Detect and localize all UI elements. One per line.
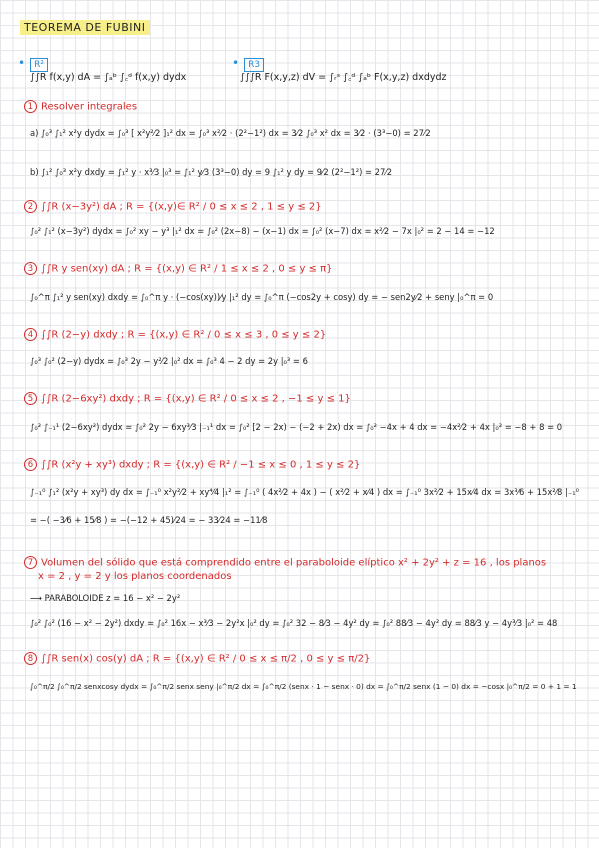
section-number-badge: 3 (24, 262, 37, 275)
r3-bullet: • (232, 56, 240, 70)
section-4-heading (24, 328, 326, 341)
r3-tag: R3 (244, 58, 264, 72)
page-title: TEOREMA DE FUBINI (20, 20, 150, 35)
section-8-heading (24, 652, 370, 665)
section-1-line-a: a) ∫₀³ ∫₁² x²y dydx = ∫₀³ [ x²y²⁄2 ]₁² dx = ∫₀³ x²⁄2 · (2²−1²) dx = 3⁄2 ∫₀³ x² dx = 3⁄2 · (3³−0) = 27⁄2 (30, 128, 431, 138)
section-8-line: ∫₀^π/2 ∫₀^π/2 senxcosy dydx = ∫₀^π/2 senx seny |₀^π/2 dx = ∫₀^π/2 (senx · 1 − senx · 0) dx = ∫₀^π/2 senx (1 − 0) dx = −cosx |₀^π/2 = 0 + 1 = 1 (30, 682, 577, 691)
r2-bullet: • (18, 56, 26, 70)
section-3-line: ∫₀^π ∫₁² y sen(xy) dxdy = ∫₀^π y · (−cos(xy))⁄y |₁² dy = ∫₀^π (−cos2y + cosy) dy = − sen2y⁄2 + seny |₀^π = 0 (30, 292, 494, 302)
section-heading-text: ∫∫R (2−y) dxdy ; R = {(x,y) ∈ R² / 0 ≤ x ≤ 3 , 0 ≤ y ≤ 2} (41, 329, 327, 341)
section-3-heading (24, 262, 332, 275)
r2-formula: ∫∫R f(x,y) dA = ∫ₐᵇ ∫꜀ᵈ f(x,y) dydx (30, 72, 187, 83)
section-1-heading (24, 100, 137, 113)
section-number-badge: 4 (24, 328, 37, 341)
section-number-badge: 2 (24, 200, 37, 213)
section-2-heading (24, 200, 322, 213)
section-7-heading-continued: x = 2 , y = 2 y los planos coordenados (38, 571, 232, 582)
section-number-badge: 5 (24, 392, 37, 405)
section-6-heading (24, 458, 360, 471)
section-number-badge: 7 (24, 556, 37, 569)
section-number-badge: 6 (24, 458, 37, 471)
section-5-line: ∫₀² ∫₋₁¹ (2−6xy²) dydx = ∫₀² 2y − 6xy³⁄3 |₋₁¹ dx = ∫₀² [2 − 2x) − (−2 + 2x) dx = ∫₀² −4x + 4 dx = −4x²⁄2 + 4x |₀² = −8 + 8 = 0 (30, 422, 563, 432)
section-heading-text: ∫∫R sen(x) cos(y) dA ; R = {(x,y) ∈ R² / 0 ≤ x ≤ π/2 , 0 ≤ y ≤ π/2} (41, 653, 371, 665)
section-7-paraboloid-line: ⟶ PARABOLOIDE z = 16 − x² − 2y² (30, 593, 181, 603)
section-heading-text: ∫∫R y sen(xy) dA ; R = {(x,y) ∈ R² / 1 ≤ x ≤ 2 , 0 ≤ y ≤ π} (41, 263, 333, 275)
r3-definition (232, 52, 264, 72)
section-number-badge: 1 (24, 100, 37, 113)
section-number-badge: 8 (24, 652, 37, 665)
section-heading-text: Resolver integrales (41, 101, 138, 113)
section-heading-text: ∫∫R (x−3y²) dA ; R = {(x,y)∈ R² / 0 ≤ x ≤ 2 , 1 ≤ y ≤ 2} (41, 201, 322, 213)
section-6-line-1: ∫₋₁⁰ ∫₁² (x²y + xy³) dy dx = ∫₋₁⁰ x²y²⁄2 + xy⁴⁄4 |₁² = ∫₋₁⁰ ( 4x²⁄2 + 4x ) − ( x²⁄2 + x⁄4 ) dx = ∫₋₁⁰ 3x²⁄2 + 15x⁄4 dx = 3x³⁄6 + 15x²⁄8 |₋₁⁰ (30, 487, 579, 497)
section-5-heading (24, 392, 351, 405)
section-7-heading (24, 556, 546, 569)
section-heading-text: ∫∫R (x²y + xy³) dxdy ; R = {(x,y) ∈ R² / −1 ≤ x ≤ 0 , 1 ≤ y ≤ 2} (41, 459, 361, 471)
section-heading-text: ∫∫R (2−6xy²) dxdy ; R = {(x,y) ∈ R² / 0 ≤ x ≤ 2 , −1 ≤ y ≤ 1} (41, 393, 351, 405)
section-heading-text: Volumen del sólido que está comprendido entre el paraboloide elíptico x² + 2y² + z = 16 , los planos (41, 557, 547, 569)
r2-definition (18, 52, 48, 72)
section-4-line: ∫₀³ ∫₀² (2−y) dydx = ∫₀³ 2y − y²⁄2 |₀² dx = ∫₀³ 4 − 2 dy = 2y |₀³ = 6 (30, 356, 308, 366)
section-1-line-b: b) ∫₁² ∫₀³ x²y dxdy = ∫₁² y · x³⁄3 |₀³ = ∫₁² y⁄3 (3³−0) dy = 9 ∫₁² y dy = 9⁄2 (2²−1²) = 27⁄2 (30, 167, 393, 177)
r2-tag: R² (30, 58, 48, 72)
section-7-volume-line: ∫₀² ∫₀² (16 − x² − 2y²) dxdy = ∫₀² 16x − x³⁄3 − 2y²x |₀² dy = ∫₀² 32 − 8⁄3 − 4y² dy = ∫₀² 88⁄3 − 4y² dy = 88⁄3 y − 4y³⁄3 |₀² = 48 (30, 618, 558, 628)
r3-formula: ∫∫∫R F(x,y,z) dV = ∫ᵣˢ ∫꜀ᵈ ∫ₐᵇ F(x,y,z) dxdydz (240, 72, 447, 83)
section-2-line: ∫₀² ∫₁² (x−3y²) dydx = ∫₀² xy − y³ |₁² dx = ∫₀² (2x−8) − (x−1) dx = ∫₀² (x−7) dx = x²⁄2 − 7x |₀² = 2 − 14 = −12 (30, 226, 495, 236)
section-6-line-2: = −( −3⁄6 + 15⁄8 ) = −(−12 + 45)⁄24 = − 33⁄24 = −11⁄8 (30, 515, 268, 525)
